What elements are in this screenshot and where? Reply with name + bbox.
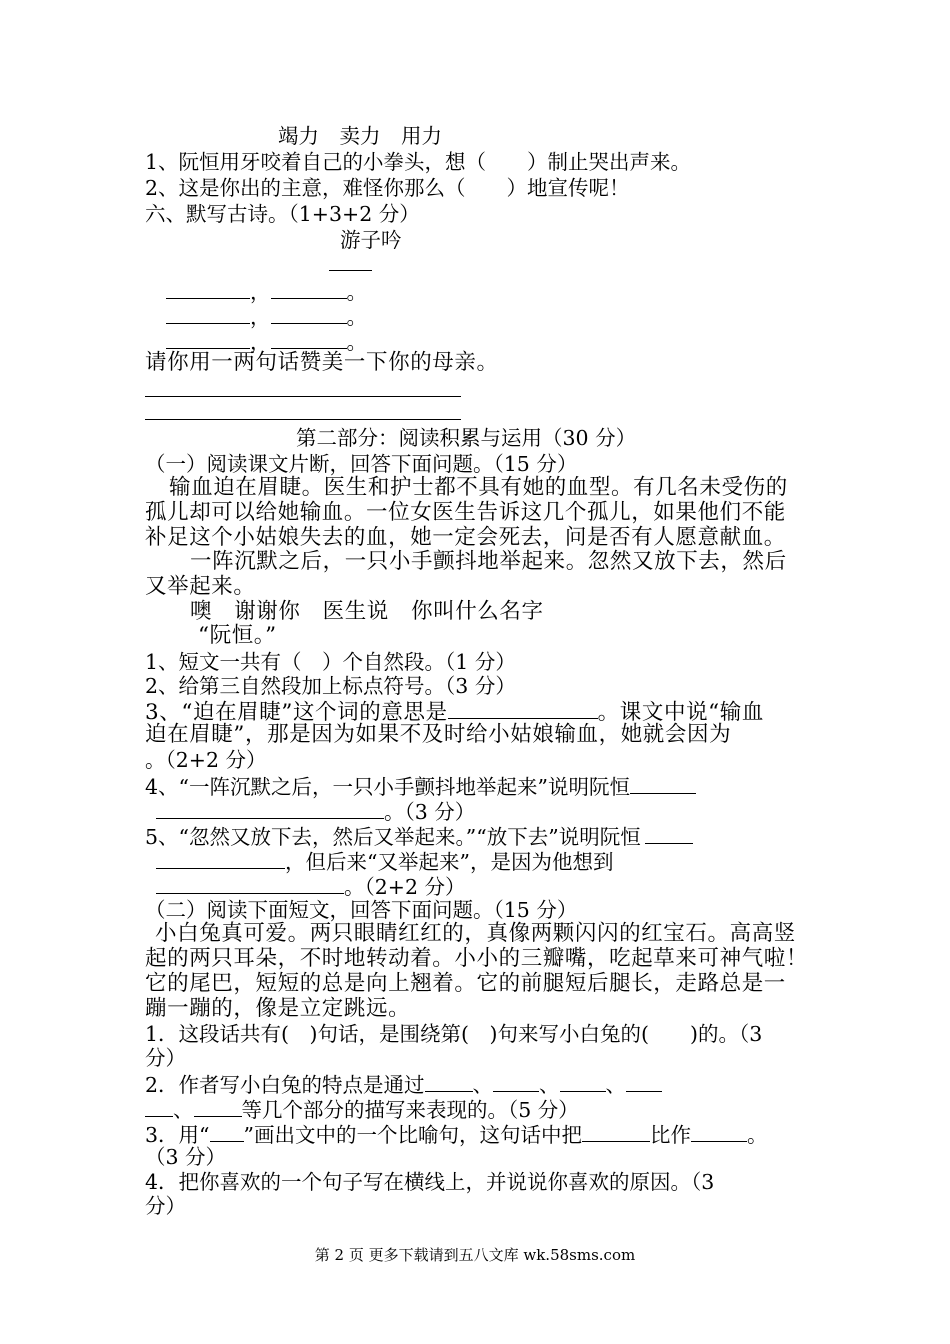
blank bbox=[145, 1096, 173, 1117]
reading-2-question-2 bbox=[145, 1071, 662, 1097]
q3-text: 比作 bbox=[650, 1123, 692, 1147]
reading-1-question-3-cont: 迫在眉睫”，那是因为如果不及时给小姑娘输血，她就会因为 bbox=[145, 722, 732, 747]
passage-1-line: 孤儿却可以给她输血。一位女医生告诉这几个孤儿，如果他们不能 bbox=[145, 500, 786, 525]
separator: 、 bbox=[472, 1073, 494, 1097]
reading-2-question-1-cont: 分） bbox=[145, 1046, 186, 1070]
reading-1-question-4 bbox=[145, 773, 696, 799]
passage-4-line: “阮恒。” bbox=[198, 623, 277, 648]
q5-text: 。（2+2 分） bbox=[344, 875, 466, 899]
passage-3-line: 噢 谢谢你 医生说 你叫什么名字 bbox=[190, 599, 544, 624]
passage-2-line: 又举起来。 bbox=[145, 574, 256, 599]
blank bbox=[626, 1071, 662, 1092]
reading-1-question-5 bbox=[145, 823, 693, 849]
blank bbox=[210, 1121, 244, 1142]
reading-1-question-2: 2、给第三自然段加上标点符号。（3 分） bbox=[145, 674, 516, 698]
period: 。 bbox=[346, 305, 367, 329]
comma: ， bbox=[250, 330, 271, 354]
poem-author-blank bbox=[329, 270, 372, 271]
top-question-1: 1、阮恒用牙咬着自己的小拳头，想（ ）制止哭出声来。 bbox=[145, 150, 692, 174]
q3-text: 。 bbox=[747, 1123, 768, 1147]
passage-1-line: 补足这个小姑娘失去的血，她一定会死去，问是否有人愿意献血。 bbox=[145, 525, 786, 550]
q4-text: 。（3 分） bbox=[384, 800, 476, 824]
blank bbox=[630, 773, 696, 794]
q3-text: 。课文中说“输血 bbox=[597, 700, 764, 725]
blank bbox=[425, 1071, 473, 1092]
reading-1-question-5-cont bbox=[156, 848, 613, 874]
poem-line-1 bbox=[166, 278, 367, 304]
blank bbox=[582, 1121, 650, 1142]
comma: ， bbox=[250, 280, 271, 304]
reading-1-question-4-cont bbox=[156, 798, 475, 824]
q2-text: 2．作者写小白兔的特点是通过 bbox=[145, 1073, 425, 1097]
period: 。 bbox=[346, 280, 367, 304]
blank bbox=[166, 328, 250, 349]
q2-text: 等几个部分的描写来表现的。（5 分） bbox=[241, 1098, 579, 1122]
reading-2-question-3 bbox=[145, 1121, 768, 1147]
blank bbox=[166, 278, 250, 299]
answer-line bbox=[145, 419, 461, 420]
passage-line: 蹦一蹦的，像是立定跳远。 bbox=[145, 996, 411, 1021]
reading-2-question-4: 4．把你喜欢的一个句子写在横线上，并说说你喜欢的原因。（3 bbox=[145, 1170, 715, 1194]
blank bbox=[271, 278, 347, 299]
word-options: 竭力 卖力 用力 bbox=[278, 124, 442, 148]
blank bbox=[560, 1071, 606, 1092]
blank bbox=[166, 303, 250, 324]
q5-text: 5、“忽然又放下去，然后又举起来。”“放下去”说明阮恒 bbox=[145, 825, 641, 849]
answer-line bbox=[145, 396, 461, 397]
comma: ， bbox=[250, 305, 271, 329]
reading-2-question-4-cont: 分） bbox=[145, 1194, 186, 1218]
separator: 、 bbox=[539, 1073, 560, 1097]
section-6-heading: 六、默写古诗。（1+3+2 分） bbox=[145, 202, 420, 226]
reading-1-heading: （一）阅读课文片断，回答下面问题。（15 分） bbox=[145, 452, 578, 476]
blank bbox=[691, 1121, 747, 1142]
passage-line: 它的尾巴，短短的总是向上翘着。它的前腿短后腿长，走路总是一 bbox=[145, 971, 786, 996]
period: 。 bbox=[346, 330, 367, 354]
top-question-2: 2、这是你出的主意，难怪你那么（ ）地宣传呢！ bbox=[145, 176, 630, 200]
part-2-title: 第二部分：阅读积累与运用（30 分） bbox=[296, 426, 637, 450]
reading-1-question-1: 1、短文一共有（ ）个自然段。（1 分） bbox=[145, 650, 516, 674]
separator: 、 bbox=[173, 1098, 194, 1122]
blank bbox=[271, 328, 347, 349]
blank bbox=[493, 1071, 539, 1092]
passage-2-line: 一阵沉默之后，一只小手颤抖地举起来。忽然又放下去，然后 bbox=[190, 549, 787, 574]
q5-text: ，但后来“又举起来”，是因为他想到 bbox=[285, 850, 614, 874]
blank bbox=[645, 823, 693, 844]
blank bbox=[156, 873, 344, 894]
blank bbox=[448, 698, 598, 719]
page-footer: 第 2 页 更多下载请到五八文库 wk.58sms.com bbox=[314, 1246, 636, 1264]
q3-text: ”画出文中的一个比喻句，这句话中把 bbox=[243, 1123, 583, 1147]
praise-prompt: 请你用一两句话赞美一下你的母亲。 bbox=[145, 350, 499, 375]
blank bbox=[271, 303, 347, 324]
passage-line: 小白兔真可爱。两只眼睛红红的，真像两颗闪闪的红宝石。高高竖 bbox=[155, 921, 796, 946]
blank bbox=[194, 1096, 242, 1117]
reading-1-question-3-end: 。（2+2 分） bbox=[145, 748, 267, 772]
reading-1-question-3 bbox=[145, 698, 764, 725]
reading-2-question-3-cont: （3 分） bbox=[145, 1145, 227, 1169]
passage-line: 起的两只耳朵，不时地转动着。小小的三瓣嘴，吃起草来可神气啦！ bbox=[145, 946, 809, 971]
poem-title: 游子吟 bbox=[340, 228, 402, 252]
blank bbox=[156, 848, 285, 869]
reading-1-question-5-end bbox=[156, 873, 466, 899]
passage-1-line: 输血迫在眉睫。医生和护士都不具有她的血型。有几名未受伤的 bbox=[169, 475, 788, 500]
blank bbox=[156, 798, 384, 819]
q3-text: 3．用“ bbox=[145, 1123, 210, 1147]
reading-2-question-2-cont bbox=[145, 1096, 579, 1122]
reading-2-heading: （二）阅读下面短文，回答下面问题。（15 分） bbox=[145, 898, 578, 922]
q3-text: 3、“迫在眉睫”这个词的意思是 bbox=[145, 700, 448, 725]
q4-text: 4、“一阵沉默之后，一只小手颤抖地举起来”说明阮恒 bbox=[145, 775, 631, 799]
separator: 、 bbox=[605, 1073, 627, 1097]
poem-line-2 bbox=[166, 303, 367, 329]
reading-2-question-1: 1．这段话共有( )句话，是围绕第( )句来写小白兔的( )的。（3 bbox=[145, 1022, 763, 1046]
